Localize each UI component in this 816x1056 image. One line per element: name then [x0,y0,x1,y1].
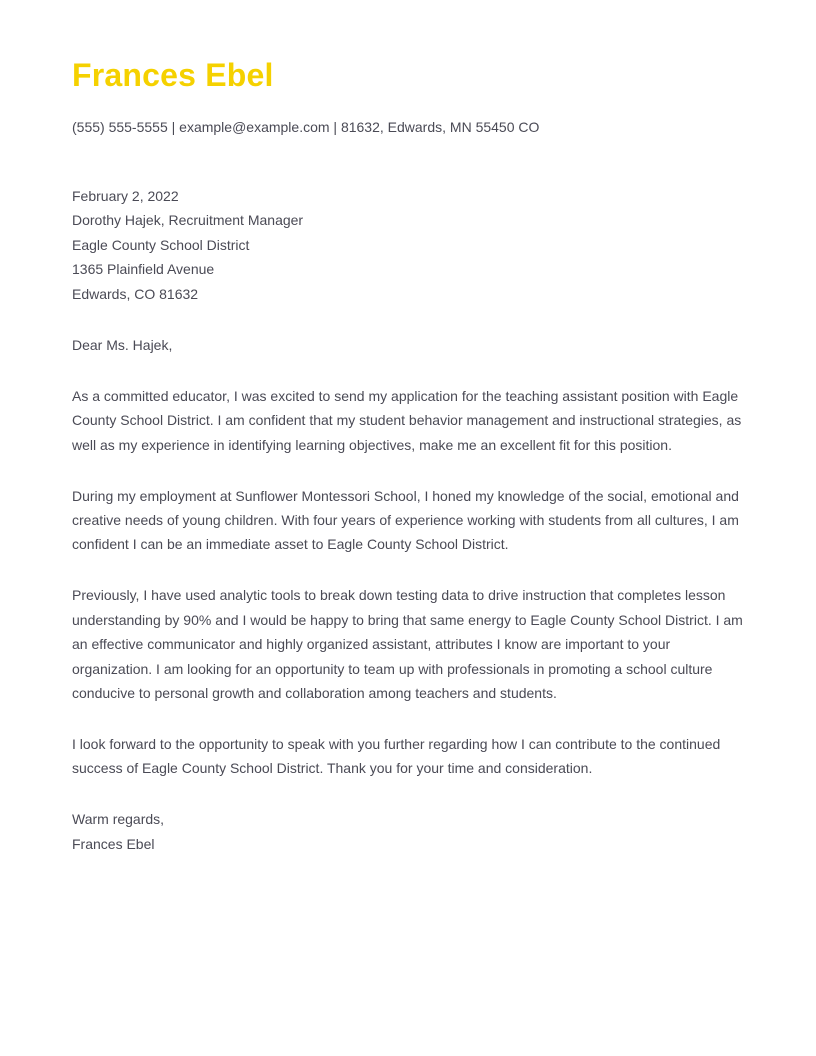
recipient-organization: Eagle County School District [72,236,250,253]
signature-name: Frances Ebel [72,835,155,852]
recipient-name-title: Dorothy Hajek, Recruitment Manager [72,212,304,229]
closing-block [72,807,744,856]
body-paragraph: I look forward to the opportunity to speak with you further regarding how I can contribute to the continued success of Eagle County School District. Thank you for your time and consideration. [72,735,721,777]
applicant-name: Frances Ebel [72,57,274,93]
letter-date: February 2, 2022 [72,188,179,204]
body-paragraph: During my employment at Sunflower Montessori School, I honed my knowledge of the social, emotional and creative needs of young children. With four years of experience working with students from all cultures, I am confident I can be an immediate asset to Eagle County School District. [72,487,739,553]
body-paragraph: As a committed educator, I was excited to send my application for the teaching assistant position with Eagle County School District. I am confident that my student behavior management and instructional strategies, as well as my experience in identifying learning objectives, make me an excellent fit for this position. [72,387,742,453]
closing-phrase: Warm regards, [72,811,165,828]
recipient-block [72,184,744,306]
recipient-street: 1365 Plainfield Avenue [72,261,215,278]
salutation: Dear Ms. Hajek, [72,337,173,354]
contact-info: (555) 555-5555 | example@example.com | 81632, Edwards, MN 55450 CO [72,119,540,135]
body-paragraph: Previously, I have used analytic tools to break down testing data to drive instruction that completes lesson understanding by 90% and I would be happy to bring that same energy to Eagle County School District. I am an effective communicator and highly organized assistant, attributes I know are important to your organization. I am looking for an opportunity to team up with professionals in promoting a school culture conducive to personal growth and collaboration among teachers and students. [72,587,743,701]
recipient-city-state-zip: Edwards, CO 81632 [72,285,199,302]
